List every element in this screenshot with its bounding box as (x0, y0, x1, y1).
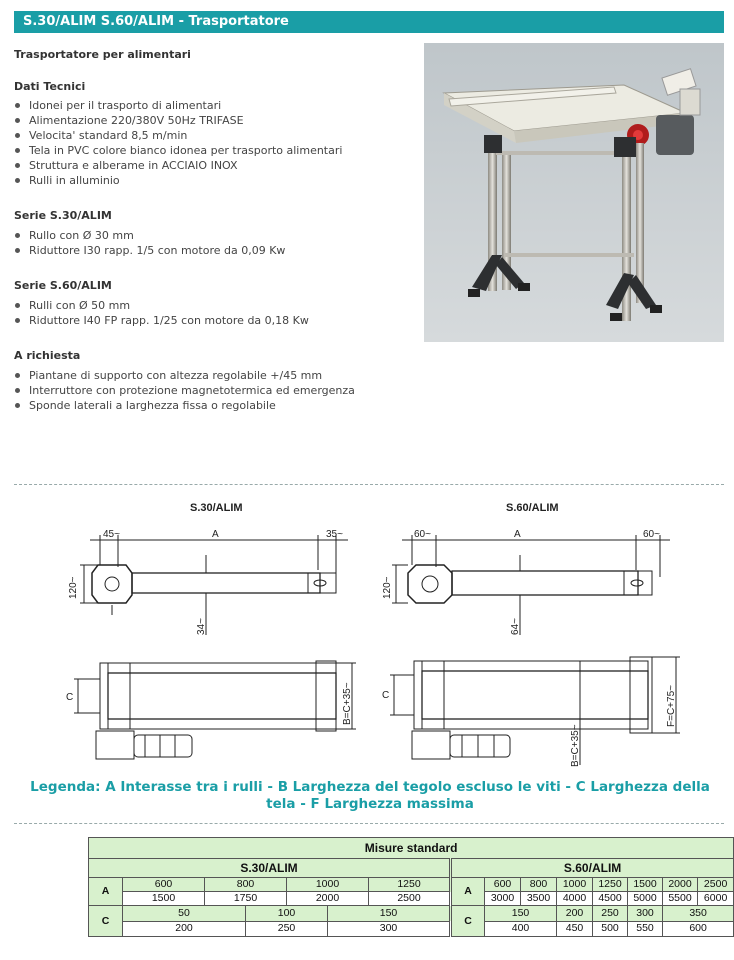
dim-34: 34~ (196, 618, 207, 635)
drawing-s30-side (74, 661, 356, 759)
table-cell: 5000 (628, 892, 663, 906)
section-title-serie-s60: Serie S.60/ALIM (14, 279, 112, 292)
dim-a-right: A (514, 529, 521, 540)
dim-60-left: 60~ (414, 529, 431, 540)
legend-text: Legenda: A Interasse tra i rulli - B Larghezza del tegolo escluso le viti - C Larghezza della tela - F Larghezza massima (30, 779, 710, 812)
dim-b-left: B=C+35~ (342, 682, 353, 725)
drawing-s30-top (80, 535, 348, 635)
table-cell: 150 (328, 906, 451, 922)
table-cell: 1500 (628, 878, 663, 892)
table-cell: 350 (663, 906, 734, 922)
drawing-title-s30: S.30/ALIM (190, 502, 243, 514)
technical-drawings (0, 515, 734, 775)
table-header-s30: S.30/ALIM (89, 859, 451, 878)
dim-120-left: 120~ (68, 576, 79, 599)
dim-c-right: C (382, 690, 390, 701)
bullet-list-a-richiesta (14, 368, 355, 413)
page-header: S.30/ALIM S.60/ALIM - Trasportatore (14, 11, 724, 33)
section-title-serie-s30: Serie S.30/ALIM (14, 209, 112, 222)
product-photo (424, 43, 724, 342)
table-cell: 200 (557, 906, 593, 922)
table-cell: 2500 (369, 892, 451, 906)
table-cell: 1000 (557, 878, 593, 892)
table-cell: 2000 (287, 892, 369, 906)
list-item: Rulli con Ø 50 mm (14, 298, 309, 313)
table-cell: 800 (521, 878, 557, 892)
table-cell: 1500 (123, 892, 205, 906)
dim-35: 35~ (326, 529, 343, 540)
table-cell: 6000 (698, 892, 734, 906)
list-item: Velocita' standard 8,5 m/min (14, 128, 342, 143)
row-label-c: C (89, 906, 123, 937)
table-cell: 2000 (663, 878, 698, 892)
section-title-a-richiesta: A richiesta (14, 349, 81, 362)
dim-f-right: F=C+75~ (666, 685, 677, 727)
dim-a-left: A (212, 529, 219, 540)
bullet-list-dati-tecnici (14, 98, 342, 188)
table-cell: 100 (246, 906, 328, 922)
table-cell: 2500 (698, 878, 734, 892)
table-cell: 300 (328, 921, 451, 937)
list-item: Idonei per il trasporto di alimentari (14, 98, 342, 113)
dim-b-right: B=C+35~ (570, 724, 581, 767)
dim-64: 64~ (510, 618, 521, 635)
section-title-dati-tecnici: Dati Tecnici (14, 80, 86, 93)
bullet-list-serie-s30 (14, 228, 285, 258)
table-cell: 1250 (593, 878, 628, 892)
dim-60-right: 60~ (643, 529, 660, 540)
table-cell: 1000 (287, 878, 369, 892)
dim-c-left: C (66, 692, 74, 703)
list-item: Tela in PVC colore bianco idonea per trasporto alimentari (14, 143, 342, 158)
table-title: Misure standard (89, 838, 734, 859)
table-cell: 500 (593, 921, 628, 937)
list-item: Piantane di supporto con altezza regolabile +/45 mm (14, 368, 355, 383)
table-cell: 1750 (205, 892, 287, 906)
list-item: Alimentazione 220/380V 50Hz TRIFASE (14, 113, 342, 128)
row-label-a: A (451, 878, 485, 906)
dim-120-right: 120~ (382, 576, 393, 599)
table-header-s60: S.60/ALIM (451, 859, 734, 878)
list-item: Rullo con Ø 30 mm (14, 228, 285, 243)
dim-45: 45~ (103, 529, 120, 540)
table-cell: 5500 (663, 892, 698, 906)
conveyor-illustration (424, 43, 724, 342)
list-item: Interruttore con protezione magnetotermica ed emergenza (14, 383, 355, 398)
table-cell: 50 (123, 906, 246, 922)
table-cell: 250 (246, 921, 328, 937)
table-cell: 1250 (369, 878, 451, 892)
list-item: Sponde laterali a larghezza fissa o regolabile (14, 398, 355, 413)
drawing-s60-top (392, 535, 670, 635)
standard-sizes-table (88, 837, 734, 937)
table-cell: 450 (557, 921, 593, 937)
bullet-list-serie-s60 (14, 298, 309, 328)
table-cell: 550 (628, 921, 663, 937)
table-cell: 600 (663, 921, 734, 937)
table-cell: 150 (485, 906, 557, 922)
list-item: Struttura e alberame in ACCIAIO INOX (14, 158, 342, 173)
table-cell: 800 (205, 878, 287, 892)
list-item: Riduttore I40 FP rapp. 1/25 con motore da 0,18 Kw (14, 313, 309, 328)
table-cell: 300 (628, 906, 663, 922)
table-cell: 3500 (521, 892, 557, 906)
drawing-title-s60: S.60/ALIM (506, 502, 559, 514)
product-subtitle: Trasportatore per alimentari (14, 48, 191, 61)
table-cell: 4500 (593, 892, 628, 906)
table-cell: 200 (123, 921, 246, 937)
row-label-c: C (451, 906, 485, 937)
table-cell: 400 (485, 921, 557, 937)
divider (14, 484, 724, 485)
divider (14, 823, 724, 824)
table-cell: 600 (485, 878, 521, 892)
table-cell: 600 (123, 878, 205, 892)
list-item: Rulli in alluminio (14, 173, 342, 188)
drawing-s60-side (390, 657, 680, 765)
list-item: Riduttore I30 rapp. 1/5 con motore da 0,09 Kw (14, 243, 285, 258)
table-cell: 250 (593, 906, 628, 922)
table-cell: 4000 (557, 892, 593, 906)
row-label-a: A (89, 878, 123, 906)
table-cell: 3000 (485, 892, 521, 906)
